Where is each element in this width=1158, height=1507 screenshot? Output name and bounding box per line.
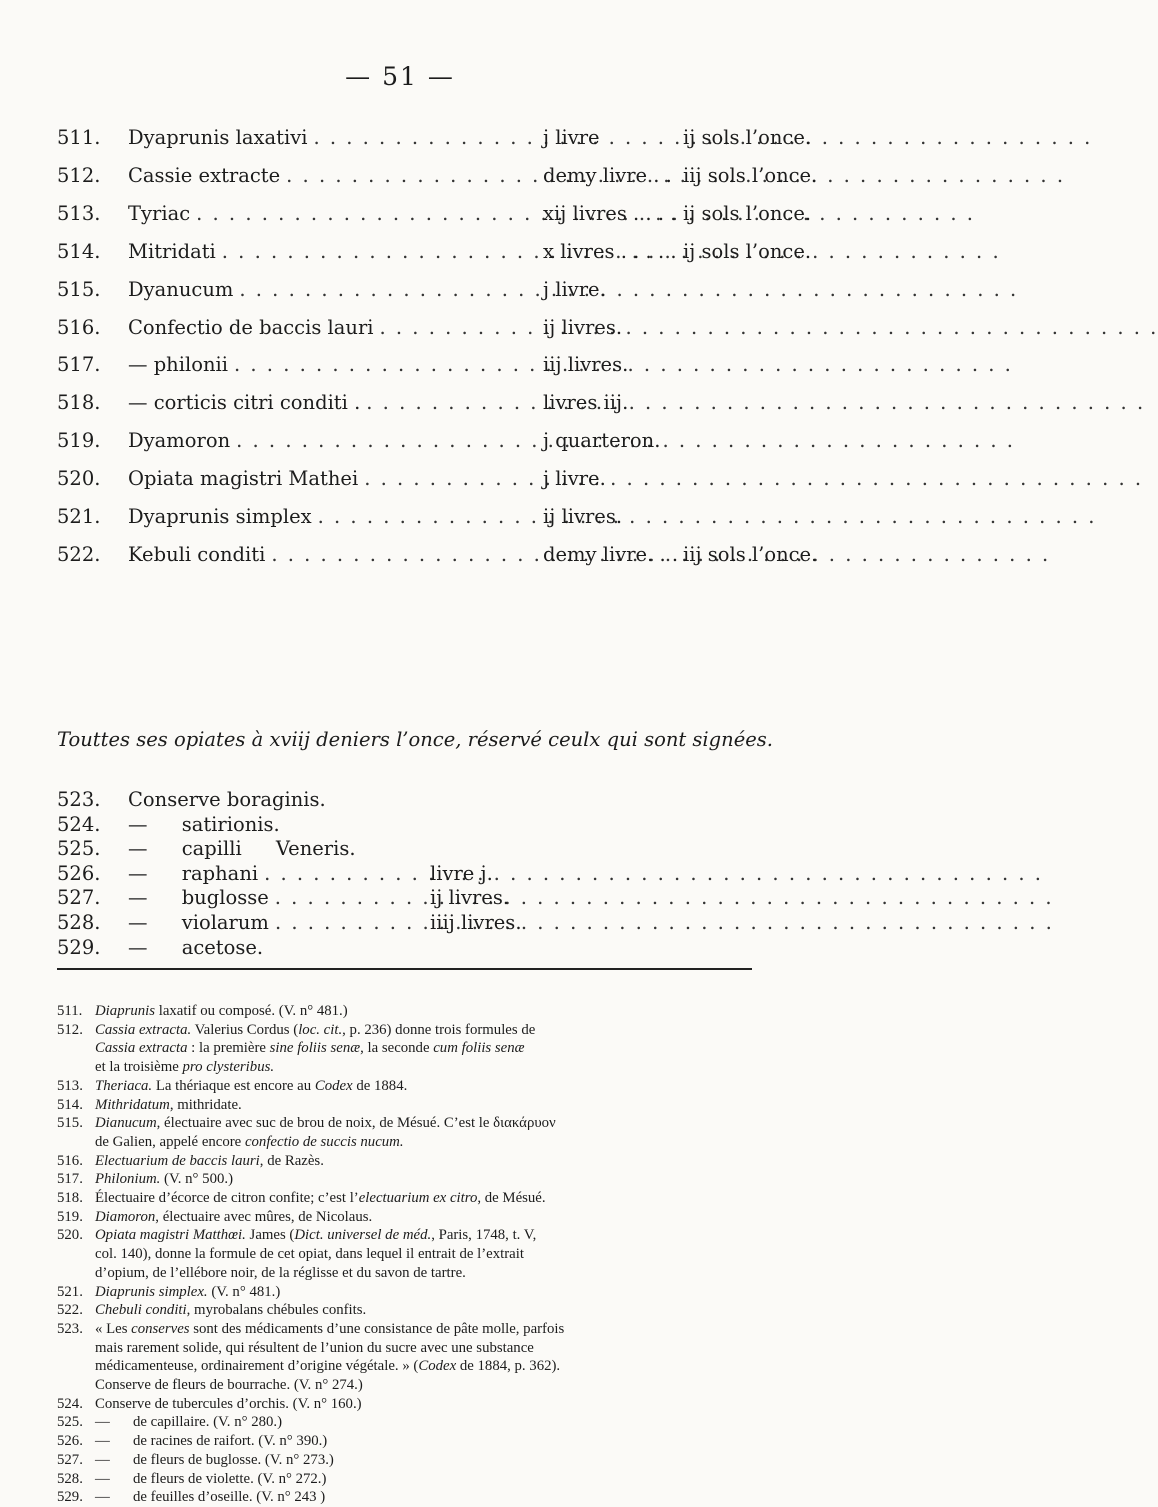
footnote (57, 1432, 757, 1451)
footnote-number: 529. (57, 1489, 83, 1506)
item-name: — satirionis. (128, 812, 280, 836)
footnote (57, 1413, 757, 1432)
footnote (57, 1226, 757, 1282)
footnote-number: 515. (57, 1115, 83, 1132)
footnote (57, 1077, 757, 1096)
footnote-number: 512. (57, 1021, 83, 1038)
item-name: — buglosse (128, 886, 269, 910)
footnote (57, 1470, 757, 1489)
item-name: Conserve boraginis. (128, 788, 326, 811)
footnote-line: — de fleurs de buglosse. (V. n° 273.) (95, 1451, 334, 1468)
item-quantity: demy livre. . . (543, 542, 679, 566)
footnote (57, 1189, 757, 1208)
footnote (57, 1283, 757, 1302)
item-number: 529. (57, 935, 101, 959)
item-number: 517. (57, 353, 101, 377)
footnote-number: 518. (57, 1190, 83, 1207)
footnote-number: 523. (57, 1320, 83, 1337)
footnote (57, 1002, 757, 1021)
item-quantity: x livres . . . . . (543, 239, 677, 263)
footnote (57, 1451, 757, 1470)
item-price: ij sols l’once. (683, 239, 812, 263)
item-quantity: ij livres. (543, 505, 623, 528)
footnote-number: 528. (57, 1470, 83, 1487)
item-quantity: j livre (543, 126, 600, 149)
item-name: Confectio de baccis lauri (128, 315, 374, 339)
item-quantity: livre j. (430, 861, 493, 885)
item-name: Tyriac (128, 201, 191, 225)
item-quantity: iij livres. (543, 353, 629, 377)
item-quantity: iiij livres. (430, 911, 522, 934)
footnote-number: 520. (57, 1227, 83, 1244)
item-quantity: ij livres. (430, 886, 510, 910)
footnotes (57, 1002, 757, 1507)
item-quantity: j livre. (543, 277, 606, 301)
dot-leader (271, 540, 537, 570)
dot-leader (364, 464, 537, 494)
section-heading: Touttes ses opiates à xviij deniers l’once, réservé ceulx qui sont signées. (57, 728, 773, 751)
item-number: 524. (57, 812, 101, 836)
footnote-line: Conserve de tubercules d’orchis. (V. n° 160.) (95, 1395, 362, 1412)
dot-leader (234, 350, 537, 380)
footnote-number: 517. (57, 1171, 83, 1188)
item-price: ij sols l’once. (683, 126, 812, 149)
footnote-line: Dianucum, électuaire avec suc de brou de noix, de Mésué. C’est le διακάρυον (95, 1115, 556, 1132)
item-name: Dyaprunis simplex (128, 505, 312, 528)
item-name: Opiata magistri Mathei (128, 467, 359, 491)
item-quantity: j livre. (543, 467, 606, 491)
item-number: 512. (57, 163, 101, 187)
dot-leader (239, 275, 537, 305)
item-price: iij sols l’once. (683, 542, 818, 566)
footnote-number: 526. (57, 1433, 83, 1450)
item-quantity: ij livres. (543, 315, 623, 339)
footnote (57, 1114, 757, 1151)
footnote (57, 1320, 757, 1395)
footnote (57, 1208, 757, 1227)
footnote-number: 521. (57, 1283, 83, 1300)
footnote-number: 519. (57, 1208, 83, 1225)
footnote-number: 525. (57, 1414, 83, 1431)
item-name: — corticis citri conditi . (128, 391, 361, 415)
footnote (57, 1301, 757, 1320)
item-number: 518. (57, 391, 101, 415)
footnote-line: Philonium. (V. n° 500.) (95, 1171, 233, 1188)
footnote-number: 511. (57, 1003, 83, 1019)
item-name: — acetose. (128, 935, 264, 959)
item-quantity: xij livres . . . . (543, 201, 677, 225)
item-name: — capilli Veneris. (128, 837, 356, 861)
dot-leader (275, 908, 424, 938)
dot-leader (313, 123, 537, 153)
footnote-line: — de feuilles d’oseille. (V. n° 243 ) (95, 1489, 326, 1506)
footnote-number: 527. (57, 1451, 83, 1468)
item-name: — raphani (128, 861, 259, 885)
dot-leader (236, 426, 537, 456)
item-number: 526. (57, 861, 101, 885)
footnote (57, 1170, 757, 1189)
dot-leader (286, 161, 537, 191)
footnote (57, 1021, 757, 1077)
footnote-number: 524. (57, 1395, 83, 1412)
item-quantity: demy livre . . (543, 163, 672, 187)
footnote-line: — de racines de raifort. (V. n° 390.) (95, 1433, 328, 1450)
footnote-line: Électuaire d’écorce de citron confite; c’est l’electuarium ex citro, de Mésué. (95, 1190, 546, 1207)
footnote (57, 1152, 757, 1171)
footnote-line: et la troisième pro clysteribus. (95, 1059, 275, 1076)
item-number: 520. (57, 467, 101, 491)
item-number: 522. (57, 542, 101, 566)
footnote-line: Conserve de fleurs de bourrache. (V. n° 274.) (95, 1377, 363, 1394)
item-name: Cassie extracte (128, 163, 281, 187)
item-number: 523. (57, 788, 101, 811)
dot-leader (380, 313, 537, 343)
dot-leader (318, 502, 537, 532)
footnote (57, 1096, 757, 1115)
item-number: 525. (57, 837, 101, 861)
footnote-line: « Les conserves sont des médicaments d’une consistance de pâte molle, parfois (95, 1320, 565, 1337)
item-number: 528. (57, 911, 101, 934)
item-name: — violarum (128, 911, 269, 934)
item-price: ij sols l’once. (683, 201, 812, 225)
item-name: Dyanucum (128, 277, 234, 301)
item-number: 513. (57, 201, 101, 225)
item-name: — philonii (128, 353, 228, 377)
footnote-line: de Galien, appelé encore confectio de succis nucum. (95, 1133, 404, 1150)
dot-leader (222, 237, 537, 267)
dot-leader (196, 199, 537, 229)
footnote-line: Diaprunis simplex. (V. n° 481.) (95, 1283, 281, 1300)
footnote-line: Cassia extracta : la première sine foliis senæ, la seconde cum foliis senæ (95, 1040, 525, 1057)
footnote-line: — de fleurs de violette. (V. n° 272.) (95, 1470, 327, 1487)
item-quantity: j quarteron. (543, 429, 661, 453)
footnote-line: col. 140), donne la formule de cet opiat, dans lequel il entrait de l’extrait (95, 1246, 524, 1263)
footnote-line: Theriaca. La thériaque est encore au Codex de 1884. (95, 1077, 408, 1094)
item-number: 511. (57, 126, 101, 149)
footnote-line: — de capillaire. (V. n° 280.) (95, 1414, 283, 1431)
dot-leader (366, 388, 537, 418)
footnote-number: 516. (57, 1152, 83, 1169)
item-price: iij sols l’once. (683, 163, 818, 187)
footnote-line: mais rarement solide, qui résultent de l’union du sucre avec une substance (95, 1339, 534, 1356)
footnote-divider (57, 968, 752, 970)
footnote-line: Cassia extracta. Valerius Cordus (loc. cit., p. 236) donne trois formules de (95, 1021, 536, 1038)
item-number: 519. (57, 429, 101, 453)
footnote-number: 522. (57, 1302, 83, 1319)
footnote-line: Chebuli conditi, myrobalans chébules confits. (95, 1302, 367, 1319)
item-number: 515. (57, 277, 101, 301)
footnote-line: Opiata magistri Matthœi. James (Dict. universel de méd., Paris, 1748, t. V, (95, 1227, 537, 1244)
footnote-number: 513. (57, 1077, 83, 1094)
item-number: 521. (57, 505, 101, 528)
footnote-line: d’opium, de l’ellébore noir, de la réglisse et du savon de tartre. (95, 1264, 466, 1281)
item-name: Dyamoron (128, 429, 231, 453)
item-number: 516. (57, 315, 101, 339)
item-name: Kebuli conditi (128, 542, 266, 566)
footnote (57, 1395, 757, 1414)
item-number: 527. (57, 886, 101, 910)
footnote-line: Mithridatum, mithridate. (95, 1096, 242, 1113)
footnote (57, 1488, 757, 1507)
footnote-line: Diamoron, électuaire avec mûres, de Nicolaus. (95, 1208, 373, 1225)
item-name: Mitridati (128, 239, 216, 263)
footnote-line: Diaprunis laxatif ou composé. (V. n° 481.) (95, 1003, 348, 1019)
item-quantity: livres iij. (543, 391, 629, 415)
page-number: — 51 — (345, 62, 455, 91)
footnote-line: médicamenteuse, ordinairement d’origine végétale. » (Codex de 1884, p. 362). (95, 1358, 561, 1375)
footnote-number: 514. (57, 1096, 83, 1113)
item-name: Dyaprunis laxativi (128, 126, 308, 149)
footnote-line: Electuarium de baccis lauri, de Razès. (95, 1152, 324, 1169)
item-number: 514. (57, 239, 101, 263)
